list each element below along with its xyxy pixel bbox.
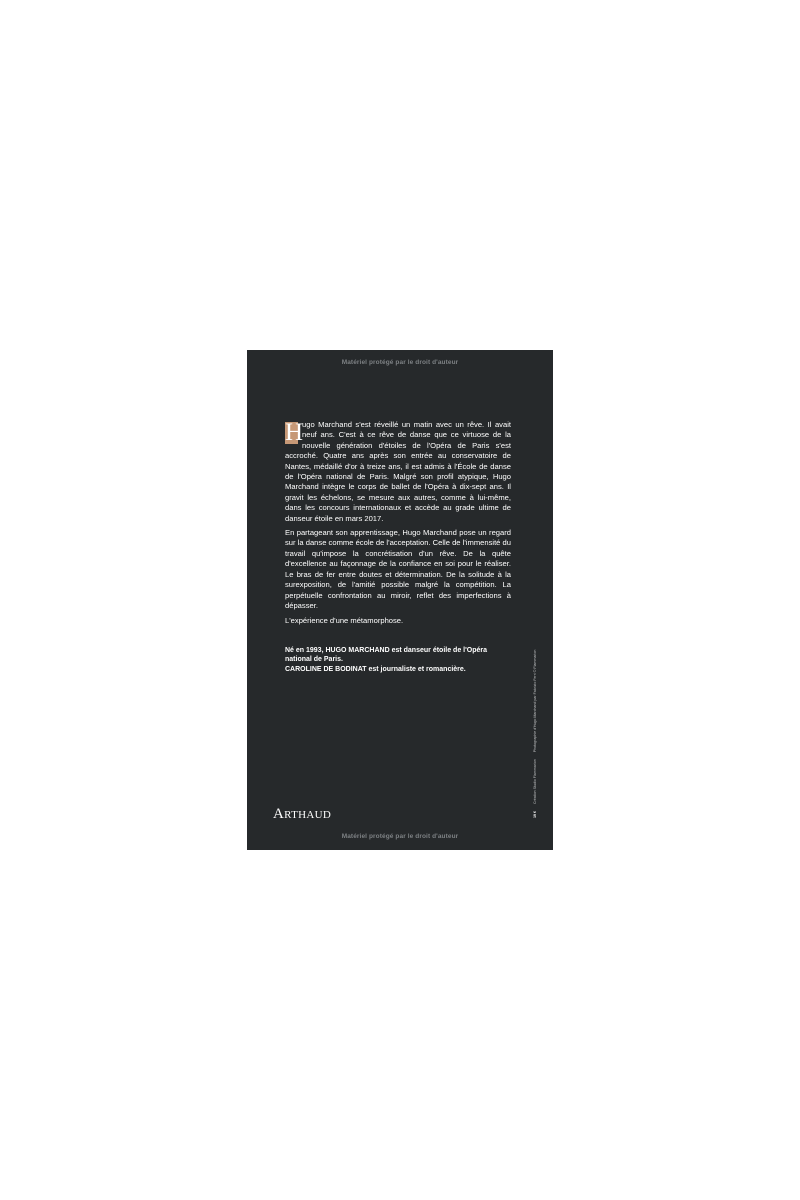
blurb-paragraph-3: L'expérience d'une métamorphose. bbox=[285, 616, 404, 626]
publisher-logo-cap: A bbox=[273, 806, 285, 822]
author-bio bbox=[285, 646, 515, 674]
blurb-paragraph-2: En partageant son apprentissage, Hugo Marchand pose un regard sur la danse comme école de l'acceptation. Celle de l'immensité du travail qu'impose la concrétisation d'un rêve. De la quête d'excellence au façonnage de la confiance en soi pour le réaliser. Le bras de fer entre doutes et détermination. De la solitude à la surexposition, de l'amitié possible malgré la compétition. La perpétuelle confrontation au miroir, reflet des imperfections à dépasser. bbox=[285, 528, 511, 610]
bio-hugo-marchand: Né en 1993, HUGO MARCHAND est danseur étoile de l'Opéra national de Paris. bbox=[285, 647, 487, 664]
publisher-logo-rest: RTHAUD bbox=[284, 809, 332, 821]
watermark-bottom: Matériel protégé par le droit d'auteur bbox=[341, 833, 459, 840]
photo-credit: Photographie d'Hugo Marchand par Fabrizio Ferri © Flammarion bbox=[533, 649, 537, 753]
blurb-paragraph-1 bbox=[285, 420, 511, 524]
blurb-paragraph-1-text: ugo Marchand s'est réveillé un matin avec un rêve. Il avait neuf ans. C'est à ce rêve de danse que ce virtuose de la nouvelle génération d'étoiles de l'Opéra de Paris s'est accroché. Quatre ans après son entrée au conservatoire de Nantes, médaillé d'or à treize ans, il est admis à l'École de danse de l'Opéra national de Paris. Malgré son profil atypique, Hugo Marchand intègre le corps de ballet de l'Opéra à dix-sept ans. Il gravit les échelons, se mesure aux autres, comme à lui-même, dans les concours internationaux et accède au grade ultime de danseur étoile en mars 2017. bbox=[285, 420, 511, 523]
bio-caroline-de-bodinat: CAROLINE DE BODINAT est journaliste et romancière. bbox=[285, 665, 466, 673]
design-credit: Création Studio Flammarion bbox=[533, 759, 537, 804]
blurb bbox=[285, 420, 511, 632]
back-cover bbox=[247, 350, 553, 850]
vertical-credits bbox=[533, 644, 537, 818]
watermark-top: Matériel protégé par le droit d'auteur bbox=[341, 359, 459, 366]
price-label: 19 € bbox=[533, 811, 537, 818]
publisher-logo bbox=[273, 806, 331, 823]
dropcap: H bbox=[285, 419, 304, 446]
